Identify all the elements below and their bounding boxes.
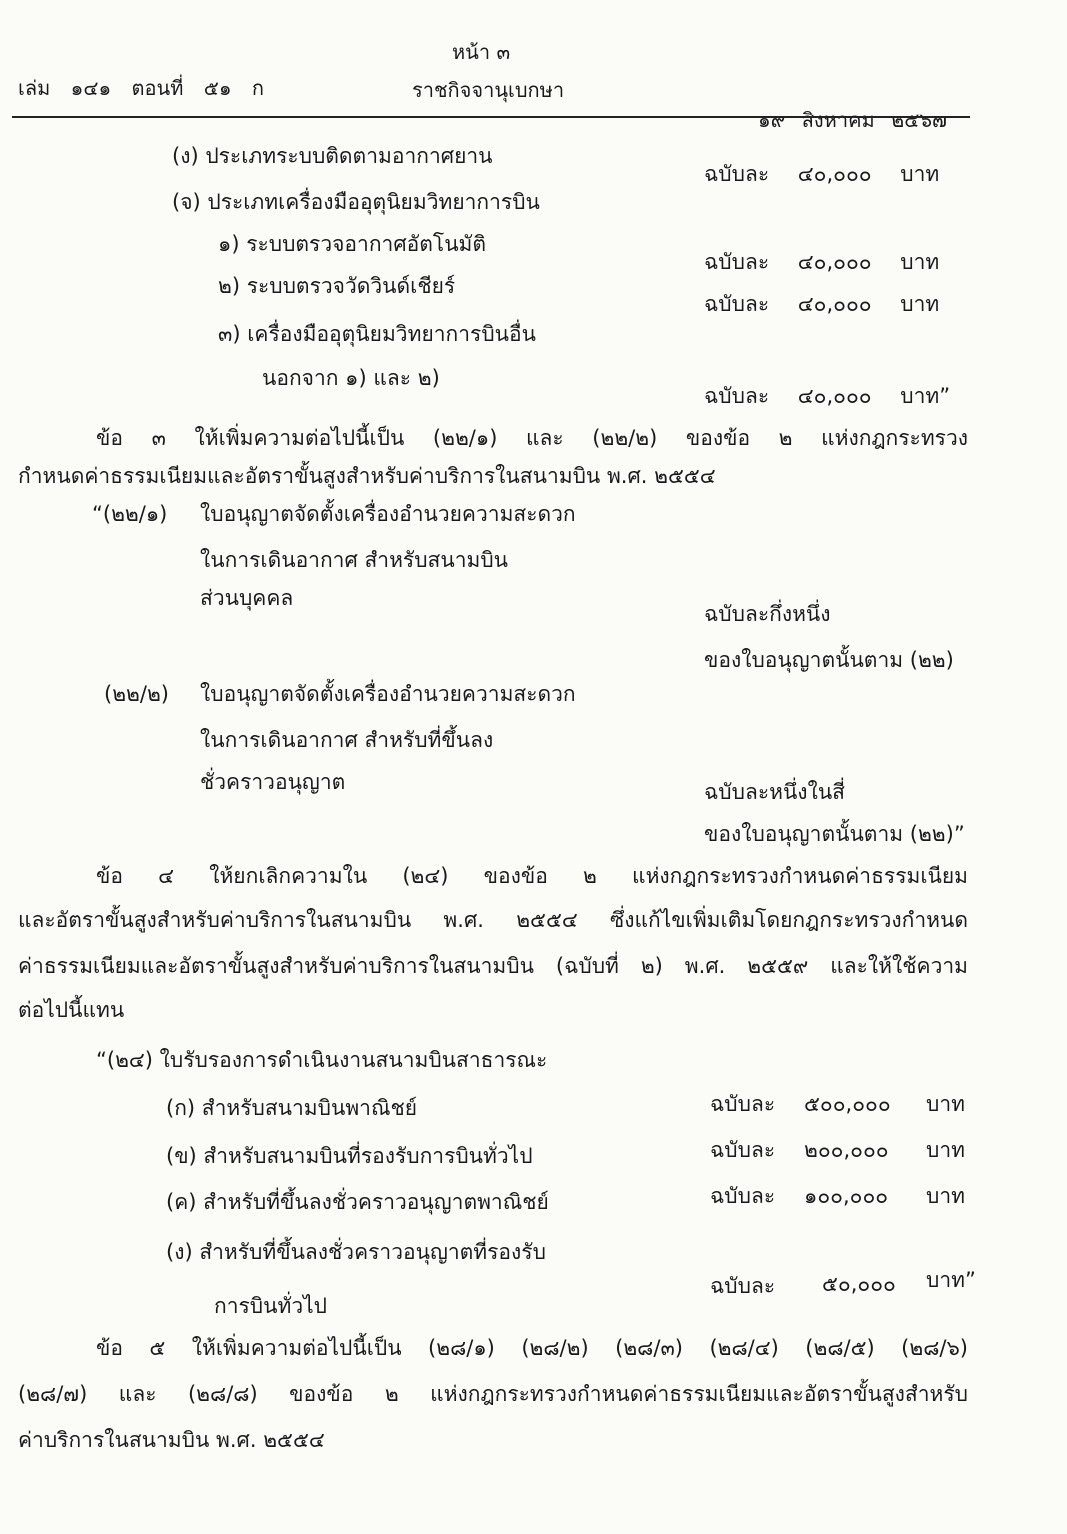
list-item-label: (ข) สำหรับสนามบินที่รองรับการบินทั่วไป bbox=[166, 1144, 533, 1168]
list-item-label: ๓) เครื่องมืออุตุนิยมวิทยาการบินอื่น bbox=[218, 322, 536, 346]
fee-currency: บาท bbox=[926, 1138, 965, 1162]
fee-currency: บาท” bbox=[926, 1268, 976, 1292]
list-item-label: (จ) ประเภทเครื่องมืออุตุนิยมวิทยาการบิน bbox=[172, 190, 540, 214]
section-5-line: (๒๘/๗) และ (๒๘/๘) ของข้อ ๒ แห่งกฎกระทรวงกำหนดค่าธรรมเนียมและอัตราขั้นสูงสำหรับ bbox=[18, 1382, 968, 1406]
fee-text: ฉบับละหนึ่งในสี่ bbox=[704, 780, 845, 804]
list-item-label: การบินทั่วไป bbox=[214, 1294, 327, 1318]
section-3-line: ข้อ ๓ ให้เพิ่มความต่อไปนี้เป็น (๒๒/๑) และ (๒๒/๒) ของข้อ ๒ แห่งกฎกระทรวง bbox=[96, 426, 968, 450]
fee-text: ฉบับละ ๔๐,๐๐๐ บาท bbox=[704, 250, 940, 274]
page-number: หน้า ๓ bbox=[452, 40, 511, 64]
clause-text: ใบอนุญาตจัดตั้งเครื่องอำนวยความสะดวก bbox=[200, 682, 576, 706]
fee-unit: ฉบับละ bbox=[710, 1138, 776, 1162]
list-item-label: (ง) ประเภทระบบติดตามอากาศยาน bbox=[172, 144, 493, 168]
list-item-label: (ค) สำหรับที่ขึ้นลงชั่วคราวอนุญาตพาณิชย์ bbox=[166, 1190, 549, 1214]
clause-text: ส่วนบุคคล bbox=[200, 586, 294, 610]
clause-number: “(๒๒/๑) bbox=[92, 502, 168, 526]
clause-text: ชั่วคราวอนุญาต bbox=[200, 770, 346, 794]
section-4-line: และอัตราขั้นสูงสำหรับค่าบริการในสนามบิน พ.ศ. ๒๕๕๔ ซึ่งแก้ไขเพิ่มเติมโดยกฎกระทรวงกำหนด bbox=[18, 908, 968, 932]
clause-text: ใบอนุญาตจัดตั้งเครื่องอำนวยความสะดวก bbox=[200, 502, 576, 526]
volume-info: เล่ม ๑๔๑ ตอนที่ ๕๑ ก bbox=[18, 76, 265, 100]
list-item-label: นอกจาก ๑) และ ๒) bbox=[262, 366, 440, 390]
fee-amount: ๕๐๐,๐๐๐ bbox=[804, 1092, 891, 1116]
list-item-label: (ก) สำหรับสนามบินพาณิชย์ bbox=[166, 1096, 418, 1120]
fee-text: ของใบอนุญาตนั้นตาม (๒๒) bbox=[704, 648, 954, 672]
fee-unit: ฉบับละ bbox=[710, 1184, 776, 1208]
fee-amount: ๕๐,๐๐๐ bbox=[822, 1272, 896, 1296]
fee-text: ฉบับละ ๔๐,๐๐๐ บาท” bbox=[704, 384, 951, 408]
section-4-line: ต่อไปนี้แทน bbox=[18, 998, 125, 1022]
header-rule bbox=[12, 116, 970, 118]
fee-amount: ๑๐๐,๐๐๐ bbox=[804, 1184, 889, 1208]
section-5-line: ข้อ ๕ ให้เพิ่มความต่อไปนี้เป็น (๒๘/๑) (๒๘/๒) (๒๘/๓) (๒๘/๔) (๒๘/๕) (๒๘/๖) bbox=[96, 1336, 968, 1360]
clause-text: ในการเดินอากาศ สำหรับสนามบิน bbox=[200, 548, 509, 572]
fee-currency: บาท bbox=[926, 1092, 965, 1116]
section-4-line: ค่าธรรมเนียมและอัตราขั้นสูงสำหรับค่าบริการในสนามบิน (ฉบับที่ ๒) พ.ศ. ๒๕๕๙ และให้ใช้ความ bbox=[18, 954, 968, 978]
fee-text: ของใบอนุญาตนั้นตาม (๒๒)” bbox=[704, 822, 965, 846]
fee-unit: ฉบับละ bbox=[710, 1092, 776, 1116]
fee-text: ฉบับละกึ่งหนึ่ง bbox=[704, 602, 831, 626]
list-item-label: ๑) ระบบตรวจอากาศอัตโนมัติ bbox=[218, 232, 487, 256]
fee-unit: ฉบับละ bbox=[710, 1274, 776, 1298]
list-item-label: (ง) สำหรับที่ขึ้นลงชั่วคราวอนุญาตที่รองรับ bbox=[166, 1240, 546, 1264]
clause-number: (๒๒/๒) bbox=[104, 682, 169, 706]
fee-currency: บาท bbox=[926, 1184, 965, 1208]
section-3-line: กำหนดค่าธรรมเนียมและอัตราขั้นสูงสำหรับค่าบริการในสนามบิน พ.ศ. ๒๕๕๔ bbox=[18, 464, 716, 488]
section-5-line: ค่าบริการในสนามบิน พ.ศ. ๒๕๕๔ bbox=[18, 1428, 325, 1452]
fee-amount: ๒๐๐,๐๐๐ bbox=[804, 1138, 889, 1162]
fee-text: ฉบับละ ๔๐,๐๐๐ บาท bbox=[704, 162, 940, 186]
section-4-line: ข้อ ๔ ให้ยกเลิกความใน (๒๔) ของข้อ ๒ แห่งกฎกระทรวงกำหนดค่าธรรมเนียม bbox=[96, 864, 968, 888]
gazette-title: ราชกิจจานุเบกษา bbox=[412, 78, 565, 102]
publish-date: ๑๙ สิงหาคม ๒๕๖๗ bbox=[758, 108, 948, 132]
fee-text: ฉบับละ ๔๐,๐๐๐ บาท bbox=[704, 292, 940, 316]
list-item-label: ๒) ระบบตรวจวัดวินด์เชียร์ bbox=[218, 274, 456, 298]
clause-heading: “(๒๔) ใบรับรองการดำเนินงานสนามบินสาธารณะ bbox=[96, 1048, 548, 1072]
clause-text: ในการเดินอากาศ สำหรับที่ขึ้นลง bbox=[200, 728, 494, 752]
